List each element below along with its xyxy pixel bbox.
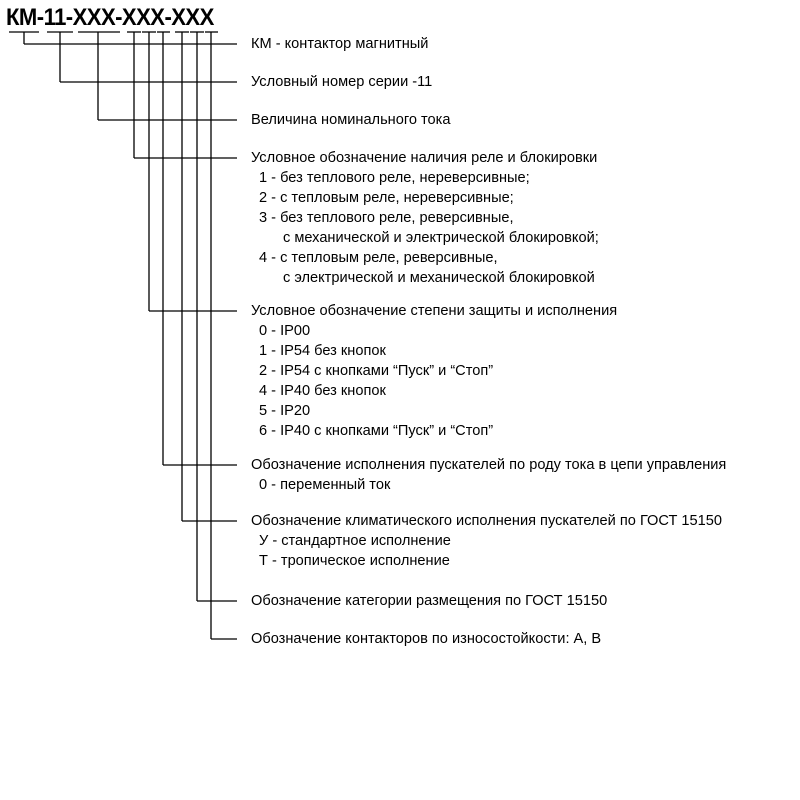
option-item: 1 - IP54 без кнопок	[259, 343, 386, 359]
product-code: КМ-11-XXX-XXX-XXX	[6, 4, 214, 31]
option-item: 3 - без теплового реле, реверсивные,	[259, 210, 514, 226]
entry-title: Условное обозначение степени защиты и исполнения	[251, 303, 618, 319]
option-item: Т - тропическое исполнение	[259, 553, 450, 569]
entry-title: Обозначение исполнения пускателей по роду тока в цепи управления	[251, 457, 727, 473]
entry-series	[251, 72, 432, 92]
option-item: 0 - IP00	[259, 323, 311, 339]
option-item: 4 - IP40 без кнопок	[259, 383, 386, 399]
entry-title: Обозначение климатического исполнения пускателей по ГОСТ 15150	[251, 513, 722, 529]
option-item: 6 - IP40 с кнопками “Пуск” и “Стоп”	[259, 423, 494, 439]
entry-protection	[251, 301, 617, 441]
option-item: 0 - переменный ток	[259, 477, 391, 493]
entry-climate	[251, 511, 722, 571]
entry-title: Условный номер серии -11	[251, 74, 433, 90]
entry-current	[251, 110, 450, 130]
entry-placement	[251, 591, 607, 611]
entry-control-current	[251, 455, 726, 495]
entry-title: КМ - контактор магнитный	[251, 36, 429, 52]
option-item: 2 - IP54 с кнопками “Пуск” и “Стоп”	[259, 363, 494, 379]
option-item: У - стандартное исполнение	[259, 533, 451, 549]
option-item: 1 - без теплового реле, нереверсивные;	[259, 170, 530, 186]
entry-title: Условное обозначение наличия реле и блокировки	[251, 150, 598, 166]
option-item: 5 - IP20	[259, 403, 311, 419]
option-item: 2 - с тепловым реле, нереверсивные;	[259, 190, 514, 206]
option-item-continued: с электрической и механической блокировкой	[283, 270, 595, 286]
option-item-continued: с механической и электрической блокировкой;	[283, 230, 599, 246]
entry-km	[251, 34, 428, 54]
entry-title: Величина номинального тока	[251, 112, 451, 128]
option-item: 4 - с тепловым реле, реверсивные,	[259, 250, 498, 266]
entry-wear	[251, 629, 601, 649]
entry-relay	[251, 148, 599, 288]
leaders	[24, 32, 237, 639]
entry-title: Обозначение категории размещения по ГОСТ 15150	[251, 593, 608, 609]
entry-title: Обозначение контакторов по износостойкости: А, В	[251, 631, 602, 647]
